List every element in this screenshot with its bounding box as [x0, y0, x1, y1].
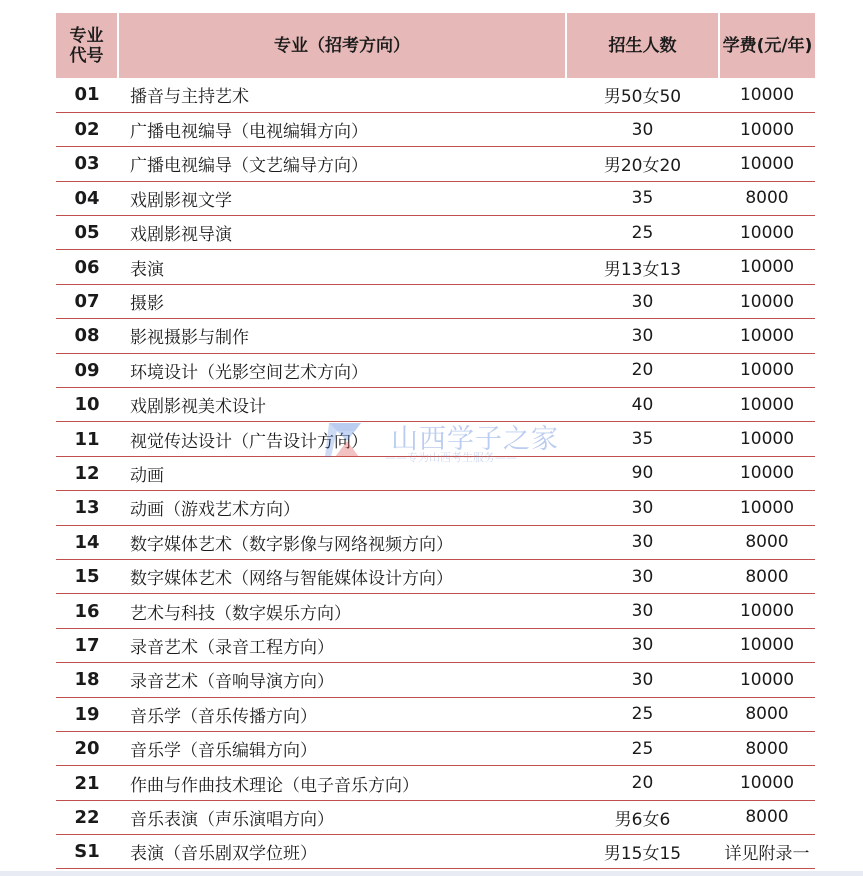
row-major: 数字媒体艺术（网络与智能媒体设计方向） — [130, 569, 453, 590]
row-major: 作曲与作曲技术理论（电子音乐方向） — [130, 775, 419, 796]
table-row — [56, 147, 815, 181]
row-enrollment: 35 — [631, 188, 654, 209]
row-major: 表演 — [130, 259, 164, 280]
row-enrollment: 男13女13 — [603, 259, 682, 280]
row-code: 16 — [74, 600, 100, 622]
row-enrollment: 30 — [631, 291, 654, 312]
row-tuition: 10000 — [739, 601, 795, 622]
watermark-title: 山西学子之家 — [391, 424, 559, 455]
row-code: 02 — [74, 119, 100, 141]
row-code: 20 — [74, 738, 100, 760]
row-tuition: 8000 — [745, 704, 789, 725]
row-code: 04 — [74, 187, 100, 209]
bottom-strip — [0, 871, 863, 876]
row-enrollment: 男15女15 — [603, 844, 682, 865]
row-enrollment: 男6女6 — [614, 809, 671, 830]
table-row — [56, 525, 815, 559]
row-code: 13 — [74, 497, 100, 519]
row-tuition: 10000 — [739, 291, 795, 312]
row-enrollment: 35 — [631, 429, 654, 450]
header-code-line1: 专业 — [69, 25, 104, 46]
table-row — [56, 559, 815, 593]
row-code: 09 — [74, 359, 100, 381]
row-code: 08 — [74, 325, 100, 347]
table-row — [56, 628, 815, 662]
row-enrollment: 男50女50 — [603, 87, 682, 108]
row-tuition: 10000 — [739, 497, 795, 518]
row-major: 播音与主持艺术 — [130, 87, 249, 108]
row-enrollment: 30 — [631, 325, 654, 346]
table-header — [56, 13, 815, 78]
row-major: 戏剧影视美术设计 — [130, 397, 266, 418]
row-tuition: 10000 — [739, 669, 795, 690]
row-major: 视觉传达设计（广告设计方向） — [130, 431, 368, 452]
table-row — [56, 800, 815, 834]
row-tuition: 详见附录一 — [724, 844, 810, 865]
row-code: 15 — [74, 566, 100, 588]
row-enrollment: 25 — [631, 738, 654, 759]
table-row — [56, 491, 815, 525]
row-tuition: 8000 — [745, 807, 789, 828]
row-tuition: 10000 — [739, 394, 795, 415]
row-code: 05 — [74, 222, 100, 244]
table-row — [56, 697, 815, 731]
row-code: 22 — [74, 806, 100, 828]
row-enrollment: 20 — [631, 360, 654, 381]
row-tuition: 8000 — [745, 738, 789, 759]
row-tuition: 10000 — [739, 325, 795, 346]
table-row — [56, 250, 815, 284]
table-row — [56, 78, 815, 112]
row-code: 17 — [74, 634, 100, 656]
row-major: 音乐学（音乐编辑方向） — [130, 741, 317, 762]
row-tuition: 8000 — [745, 188, 789, 209]
row-enrollment: 40 — [631, 394, 654, 415]
row-code: 18 — [74, 669, 100, 691]
table-row — [56, 319, 815, 353]
row-major: 摄影 — [130, 294, 164, 315]
row-enrollment: 90 — [631, 463, 654, 484]
row-enrollment: 30 — [631, 669, 654, 690]
table-row — [56, 835, 815, 869]
row-enrollment: 30 — [631, 119, 654, 140]
row-major: 音乐表演（声乐演唱方向） — [130, 809, 334, 830]
table-row — [56, 181, 815, 215]
row-tuition: 8000 — [745, 566, 789, 587]
enrollment-table — [56, 13, 815, 869]
row-code: 11 — [74, 428, 100, 450]
row-tuition: 10000 — [739, 773, 795, 793]
row-enrollment: 25 — [631, 222, 654, 243]
table-row — [56, 456, 815, 490]
row-enrollment: 30 — [631, 635, 654, 656]
table-row — [56, 284, 815, 318]
header-major: 专业（招考方向） — [118, 13, 566, 78]
row-code: 14 — [74, 531, 100, 553]
row-tuition: 10000 — [739, 84, 795, 105]
row-major: 广播电视编导（电视编辑方向） — [130, 122, 368, 143]
row-major: 动画（游戏艺术方向） — [130, 500, 300, 521]
row-enrollment: 30 — [631, 497, 654, 518]
row-major: 录音艺术（录音工程方向） — [130, 637, 334, 658]
row-major: 表演（音乐剧双学位班） — [130, 844, 317, 865]
header-enrollment: 招生人数 — [566, 13, 719, 78]
row-tuition: 10000 — [739, 222, 795, 243]
row-major: 戏剧影视导演 — [130, 225, 232, 246]
table-row — [56, 663, 815, 697]
table-row — [56, 112, 815, 146]
row-tuition: 10000 — [739, 119, 795, 140]
row-major: 动画 — [130, 465, 164, 486]
table-row — [56, 594, 815, 628]
row-code: S1 — [74, 841, 100, 863]
row-tuition: 10000 — [739, 257, 795, 278]
row-tuition: 10000 — [739, 360, 795, 381]
table-body — [56, 78, 815, 869]
row-enrollment: 20 — [631, 773, 654, 793]
row-tuition: 10000 — [739, 463, 795, 484]
row-major: 录音艺术（音响导演方向） — [130, 672, 334, 693]
row-enrollment: 30 — [631, 532, 654, 553]
row-major: 影视摄影与制作 — [130, 328, 249, 349]
row-enrollment: 男20女20 — [603, 156, 682, 177]
header-tuition: 学费(元/年) — [722, 35, 813, 56]
table-row — [56, 422, 815, 456]
row-code: 12 — [74, 462, 100, 484]
header-row — [56, 13, 815, 78]
row-code: 21 — [74, 772, 100, 794]
header-code-line2: 代号 — [69, 45, 104, 66]
table-row — [56, 216, 815, 250]
row-code: 03 — [74, 153, 100, 175]
enrollment-table-container — [56, 13, 815, 869]
watermark-subtitle: ——专为山西考生服务—— — [385, 451, 517, 464]
row-major: 戏剧影视文学 — [130, 190, 232, 211]
row-code: 19 — [74, 703, 100, 725]
row-code: 07 — [74, 291, 100, 313]
row-tuition: 10000 — [739, 635, 795, 656]
row-tuition: 8000 — [745, 532, 789, 553]
row-major: 音乐学（音乐传播方向） — [130, 706, 317, 727]
row-major: 环境设计（光影空间艺术方向） — [130, 362, 368, 383]
table-row — [56, 388, 815, 422]
row-major: 广播电视编导（文艺编导方向） — [130, 156, 368, 177]
row-enrollment: 30 — [631, 601, 654, 622]
row-tuition: 10000 — [739, 153, 795, 174]
row-enrollment: 25 — [631, 704, 654, 725]
row-major: 数字媒体艺术（数字影像与网络视频方向） — [130, 534, 453, 555]
row-code: 06 — [74, 256, 100, 278]
row-major: 艺术与科技（数字娱乐方向） — [130, 603, 351, 624]
table-row — [56, 731, 815, 765]
row-code: 10 — [74, 394, 100, 416]
table-row — [56, 766, 815, 800]
header-code — [56, 13, 118, 78]
row-code: 01 — [74, 84, 100, 106]
table-row — [56, 353, 815, 387]
row-tuition: 10000 — [739, 429, 795, 450]
row-enrollment: 30 — [631, 566, 654, 587]
